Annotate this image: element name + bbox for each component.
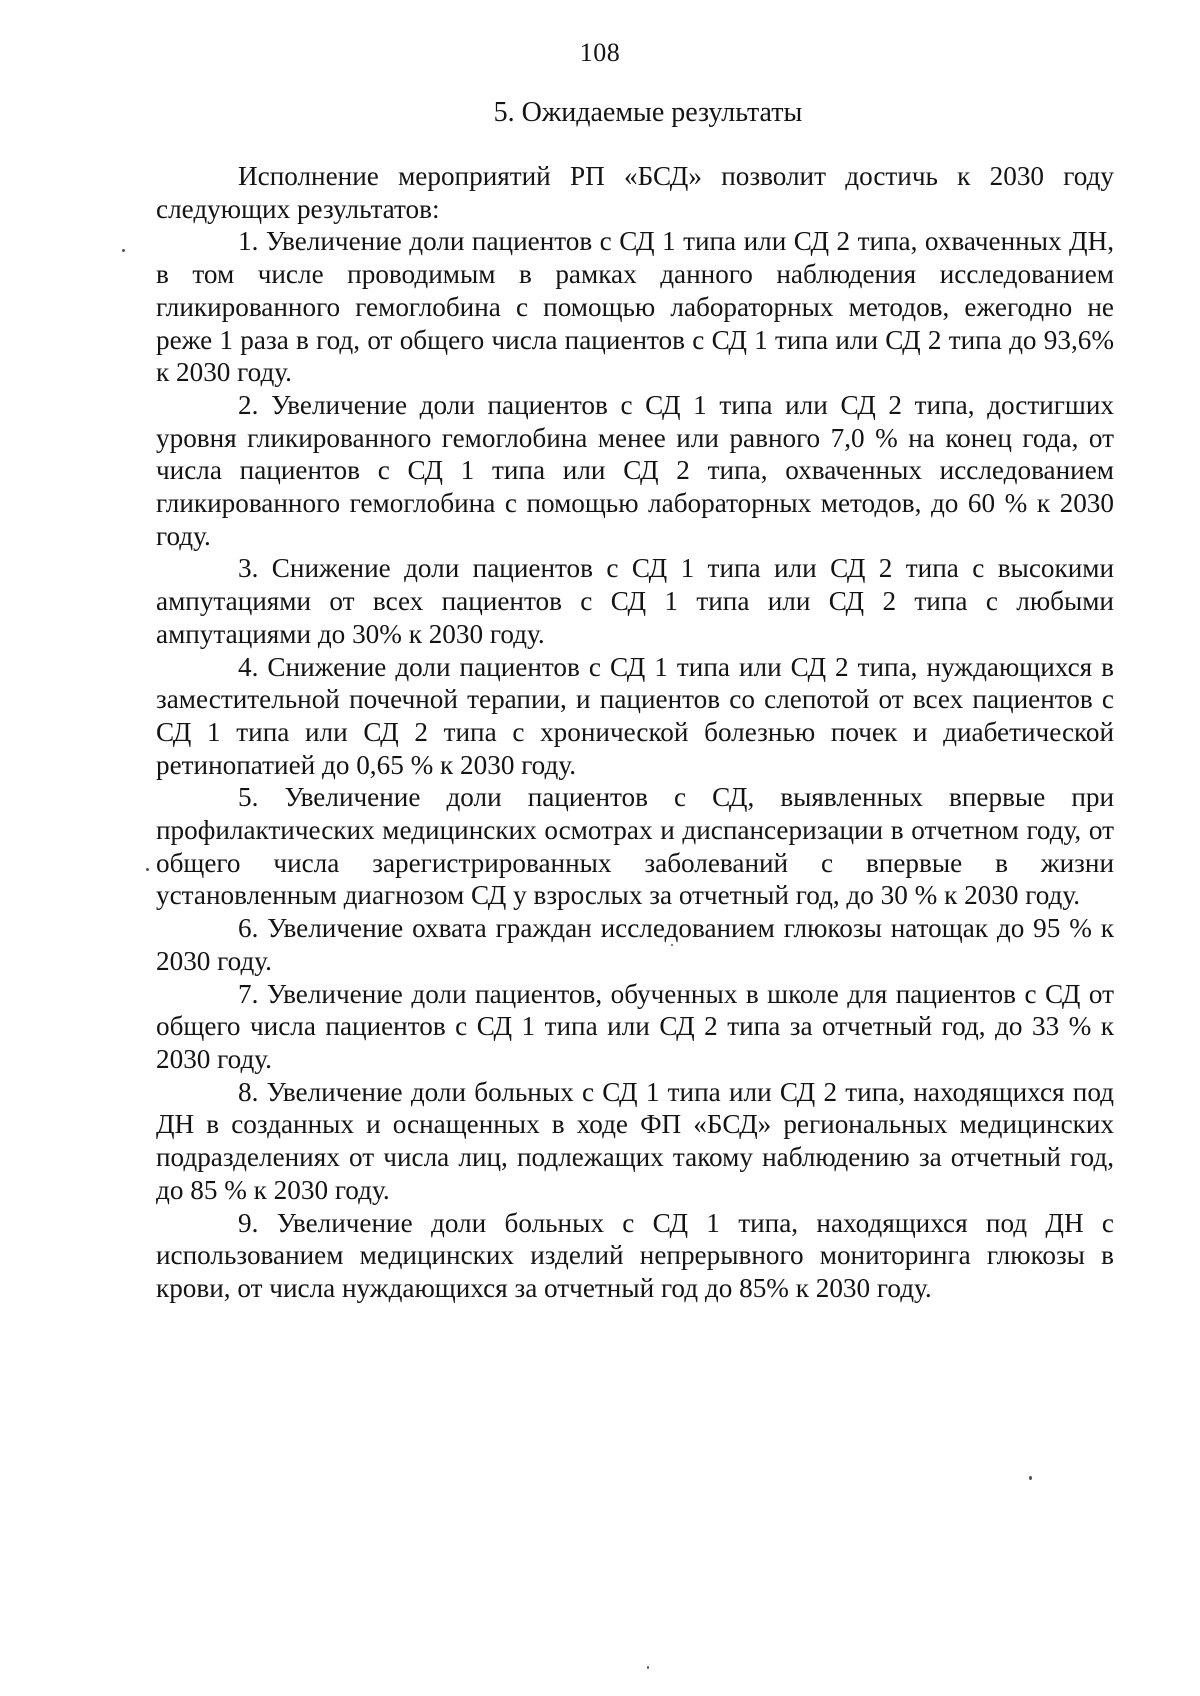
item-text: Увеличение охвата граждан исследованием глюкозы натощак до 95 % к 2030 году. — [156, 913, 1114, 976]
scan-speck — [122, 249, 125, 252]
scan-speck — [146, 868, 149, 871]
item-number: 3. — [238, 553, 259, 584]
result-item-7 — [156, 978, 1114, 1076]
document-body — [156, 160, 1114, 1305]
item-number: 8. — [238, 1076, 259, 1107]
result-item-1 — [156, 225, 1114, 389]
item-number: 5. — [238, 782, 259, 813]
item-number: 4. — [238, 651, 259, 682]
scan-speck — [671, 944, 673, 946]
result-item-2 — [156, 389, 1114, 553]
item-text: Увеличение доли пациентов с СД 1 типа или СД 2 типа, охваченных ДН, в том числе проводимым в рамках данного наблюдения исследованием гликированного гемоглобина с помощью лабораторных методов, ежегодно не реже 1 раза в год, от общего числа пациентов с СД 1 типа или СД 2 типа до 93,6% к 2030 году. — [156, 226, 1114, 388]
intro-paragraph: Исполнение мероприятий РП «БСД» позволит достичь к 2030 году следующих результатов: — [156, 161, 1114, 224]
item-text: Снижение доли пациентов с СД 1 типа или СД 2 типа с высокими ампутациями от всех пациентов с СД 1 типа или СД 2 типа с любыми ампутациями до 30% к 2030 году. — [156, 553, 1115, 649]
item-text: Увеличение доли пациентов с СД, выявленных впервые при профилактических медицинских осмотрах и диспансеризации в отчетном году, от общего числа зарегистрированных заболеваний с впервые в жизни установленным диагнозом СД у взрослых за отчетный год, до 30 % к 2030 году. — [156, 782, 1115, 911]
item-number: 7. — [238, 978, 259, 1009]
item-number: 2. — [238, 389, 259, 420]
item-number: 9. — [238, 1207, 259, 1238]
item-text: Снижение доли пациентов с СД 1 типа или СД 2 типа, нуждающихся в заместительной почечной терапии, и пациентов со слепотой от всех пациентов с СД 1 типа или СД 2 типа с хронической болезнью почек и диабетической ретинопатией до 0,65 % к 2030 году. — [156, 651, 1115, 780]
result-item-3 — [156, 552, 1114, 650]
item-text: Увеличение доли больных с СД 1 типа или СД 2 типа, находящихся под ДН в созданных и оснащенных в ходе ФП «БСД» региональных медицинских подразделениях от числа лиц, подлежащих такому наблюдению за отчетный год, до 85 % к 2030 году. — [156, 1076, 1115, 1205]
item-text: Увеличение доли пациентов, обученных в школе для пациентов с СД от общего числа пациентов с СД 1 типа или СД 2 типа за отчетный год, до 33 % к 2030 году. — [156, 978, 1115, 1074]
result-item-8 — [156, 1076, 1114, 1207]
section-heading: 5. Ожидаемые результаты — [493, 97, 803, 128]
result-item-9 — [156, 1207, 1114, 1305]
item-text: Увеличение доли пациентов с СД 1 типа или СД 2 типа, достигших уровня гликированного гемоглобина менее или равного 7,0 % на конец года, от числа пациентов с СД 1 типа или СД 2 типа, охваченных исследованием гликированного гемоглобина с помощью лабораторных методов, до 60 % к 2030 году. — [156, 389, 1115, 551]
scan-speck — [647, 1666, 649, 1669]
result-item-4 — [156, 651, 1114, 782]
page-number: 108 — [579, 38, 621, 67]
result-item-6 — [156, 912, 1114, 977]
item-text: Увеличение доли больных с СД 1 типа, находящихся под ДН с использованием медицинских изделий непрерывного мониторинга глюкозы в крови, от числа нуждающихся за отчетный год до 85% к 2030 году. — [156, 1207, 1114, 1303]
scan-speck — [1029, 1476, 1032, 1480]
item-number: 1. — [238, 226, 259, 257]
item-number: 6. — [238, 913, 259, 944]
result-item-5 — [156, 781, 1114, 912]
